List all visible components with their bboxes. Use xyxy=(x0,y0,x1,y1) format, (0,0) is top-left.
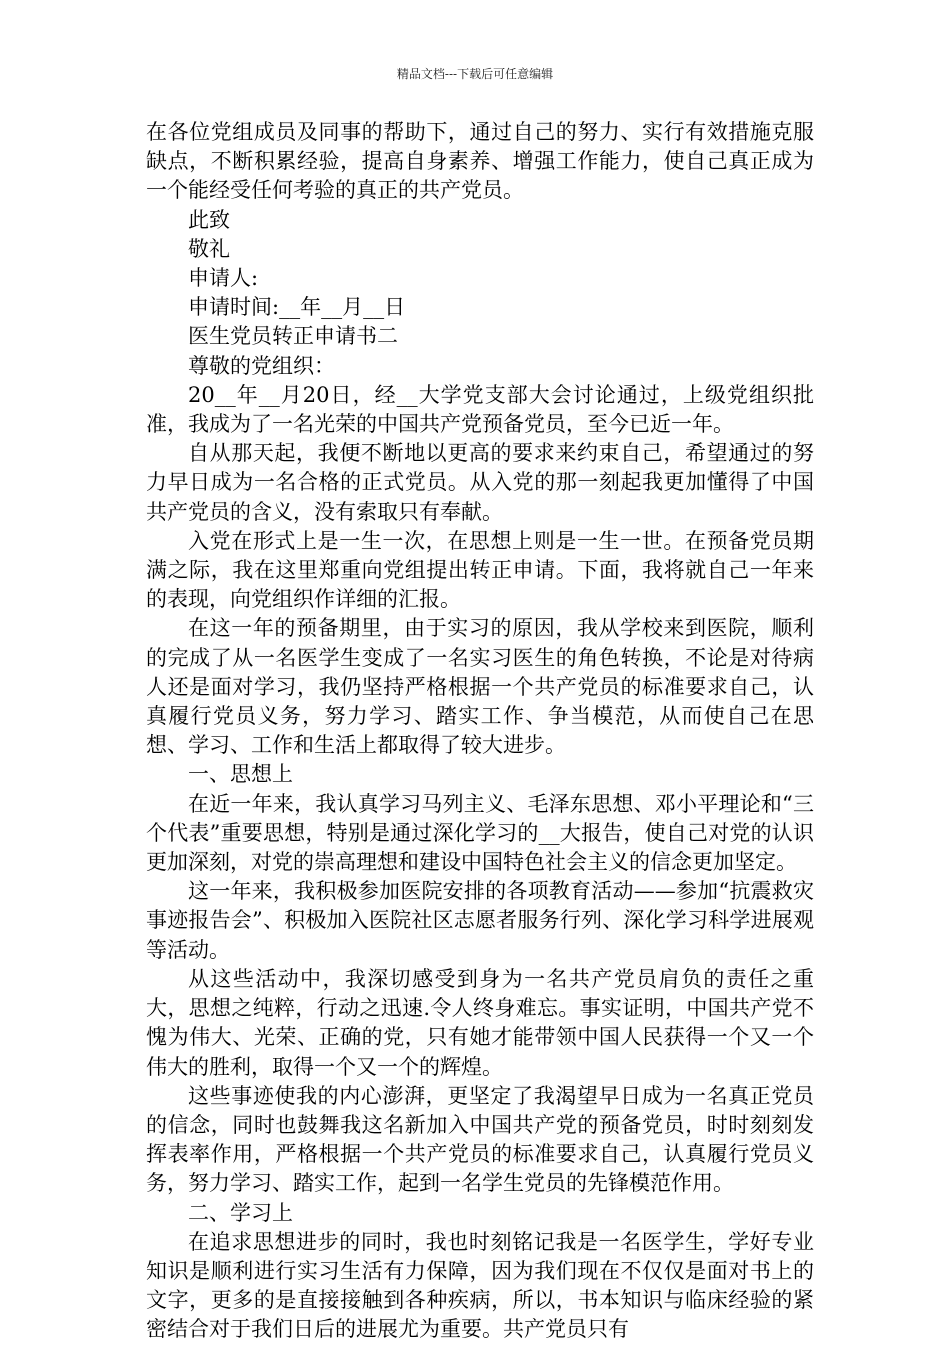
greeting: 尊敬的党组织： xyxy=(188,353,335,378)
closing-salutation: 此致 xyxy=(188,207,230,232)
document-body xyxy=(146,118,814,1345)
paragraph: 20__年__月20日，经__大学党支部大会讨论通过，上级党组织批准，我成为了一名光荣的中国共产党预备党员，至今已近一年。 xyxy=(146,382,814,437)
page-header: 精品文档---下载后可任意编辑 xyxy=(396,67,554,81)
paragraph: 在追求思想进步的同时，我也时刻铭记我是一名医学生，学好专业知识是顺利进行实习生活有力保障，因为我们现在不仅仅是面对书上的文字，更多的是直接接触到各种疾病，所以，书本知识与临床经验的紧密结合对于我们日后的进展尤为重要。共产党员只有 xyxy=(146,1229,814,1342)
paragraph: 这一年来，我积极参加医院安排的各项教育活动——参加“抗震救灾事迹报告会”、积极加入医院社区志愿者服务行列、深化学习科学进展观等活动。 xyxy=(146,879,814,962)
paragraph: 在这一年的预备期里，由于实习的原因，我从学校来到医院，顺利的完成了从一名医学生变成了一名实习医生的角色转换，不论是对待病人还是面对学习，我仍坚持严格根据一个共产党员的标准要求自己，认真履行党员义务，努力学习、踏实工作、争当模范，从而使自己在思想、学习、工作和生活上都取得了较大进步。 xyxy=(146,616,814,758)
paragraph: 这些事迹使我的内心澎湃，更坚定了我渴望早日成为一名真正党员的信念，同时也鼓舞我这名新加入中国共产党的预备党员，时时刻刻发挥表率作用，严格根据一个共产党员的标准要求自己，认真履行党员义务，努力学习、踏实工作，起到一名学生党员的先锋模范作用。 xyxy=(146,1083,814,1196)
paragraph: 从这些活动中，我深切感受到身为一名共产党员肩负的责任之重大，思想之纯粹，行动之迅速.令人终身难忘。事实证明，中国共产党不愧为伟大、光荣、正确的党，只有她才能带领中国人民获得一个又一个伟大的胜利，取得一个又一个的辉煌。 xyxy=(146,966,814,1079)
subsection-heading: 二、学习上 xyxy=(188,1200,293,1225)
paragraph: 入党在形式上是一生一次，在思想上则是一生一世。在预备党员期满之际，我在这里郑重向党组提出转正申请。下面，我将就自己一年来的表现，向党组织作详细的汇报。 xyxy=(146,528,814,612)
section-title: 医生党员转正申请书二 xyxy=(188,324,398,349)
paragraph: 自从那天起，我便不断地以更高的要求来约束自己，希望通过的努力早日成为一名合格的正式党员。从入党的那一刻起我更加懂得了中国共产党员的含义，没有索取只有奉献。 xyxy=(146,441,814,524)
applicant-line: 申请人: xyxy=(188,266,259,291)
closing-regards: 敬礼 xyxy=(188,236,230,261)
paragraph: 在各位党组成员及同事的帮助下，通过自己的努力、实行有效措施克服缺点，不断积累经验，提高自身素养、增强工作能力，使自己真正成为一个能经受任何考验的真正的共产党员。 xyxy=(146,120,814,203)
application-date-line: 申请时间:__年__月__日 xyxy=(188,295,406,320)
subsection-heading: 一、思想上 xyxy=(188,762,293,787)
paragraph: 在近一年来，我认真学习马列主义、毛泽东思想、邓小平理论和“三个代表”重要思想，特别是通过深化学习的__大报告，使自己对党的认识更加深刻，对党的崇高理想和建设中国特色社会主义的信念更加坚定。 xyxy=(146,791,814,875)
